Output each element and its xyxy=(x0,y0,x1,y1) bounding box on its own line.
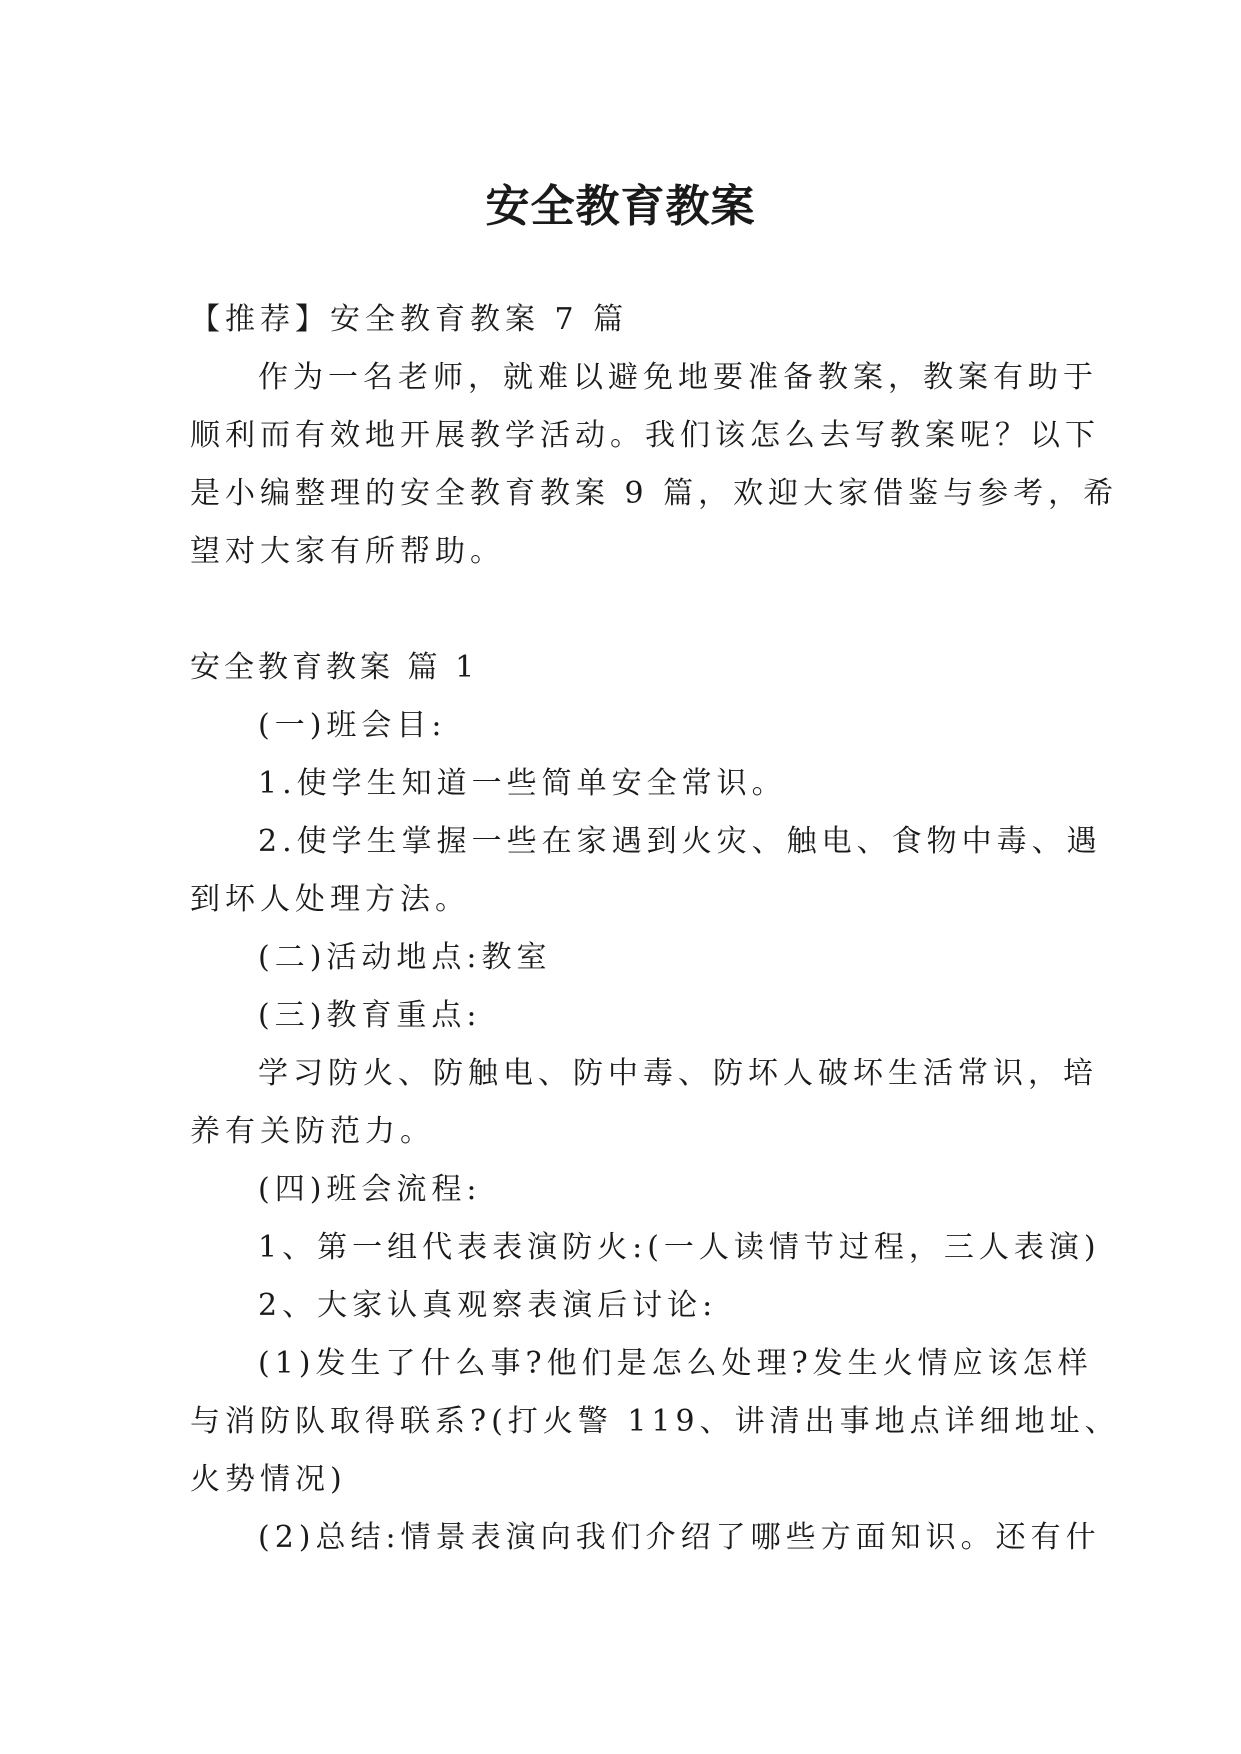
education-focus-heading: (三)教育重点: xyxy=(258,998,482,1033)
document-title: 安全教育教案 xyxy=(485,181,756,233)
education-focus-line-2: 养有关防范力。 xyxy=(190,1114,435,1149)
activity-location: (二)活动地点:教室 xyxy=(258,940,552,975)
discussion-item-1-line-1: (1)发生了什么事?他们是怎么处理?发生火情应该怎样 xyxy=(258,1346,1093,1381)
process-step-2: 2、大家认真观察表演后讨论: xyxy=(258,1288,718,1323)
section-heading: 安全教育教案 篇 1 xyxy=(190,650,479,685)
goal-item-1: 1.使学生知道一些简单安全常识。 xyxy=(258,766,787,801)
intro-paragraph-line-4: 望对大家有所帮助。 xyxy=(190,534,505,569)
recommend-line: 【推荐】安全教育教案 7 篇 xyxy=(190,302,629,337)
intro-paragraph-line-3: 是小编整理的安全教育教案 9 篇，欢迎大家借鉴与参考，希 xyxy=(190,476,1119,511)
class-process-heading: (四)班会流程: xyxy=(258,1172,482,1207)
process-step-1: 1、第一组代表表演防火:(一人读情节过程，三人表演) xyxy=(258,1230,1101,1265)
goal-item-2-line-2: 到坏人处理方法。 xyxy=(190,882,470,917)
document-body xyxy=(190,291,1120,1567)
intro-paragraph-line-2: 顺利而有效地开展教学活动。我们该怎么去写教案呢？以下 xyxy=(190,418,1100,453)
education-focus-line-1: 学习防火、防触电、防中毒、防坏人破坏生活常识，培 xyxy=(258,1056,1098,1091)
intro-paragraph-line-1: 作为一名老师，就难以避免地要准备教案，教案有助于 xyxy=(258,360,1098,395)
discussion-item-1-line-3: 火势情况) xyxy=(190,1462,347,1497)
discussion-item-2-line-1: (2)总结:情景表演向我们介绍了哪些方面知识。还有什 xyxy=(258,1520,1101,1555)
class-goal-heading: (一)班会目: xyxy=(258,708,447,743)
discussion-item-1-line-2: 与消防队取得联系?(打火警 119、讲清出事地点详细地址、 xyxy=(190,1404,1120,1439)
goal-item-2-line-1: 2.使学生掌握一些在家遇到火灾、触电、食物中毒、遇 xyxy=(258,824,1102,859)
